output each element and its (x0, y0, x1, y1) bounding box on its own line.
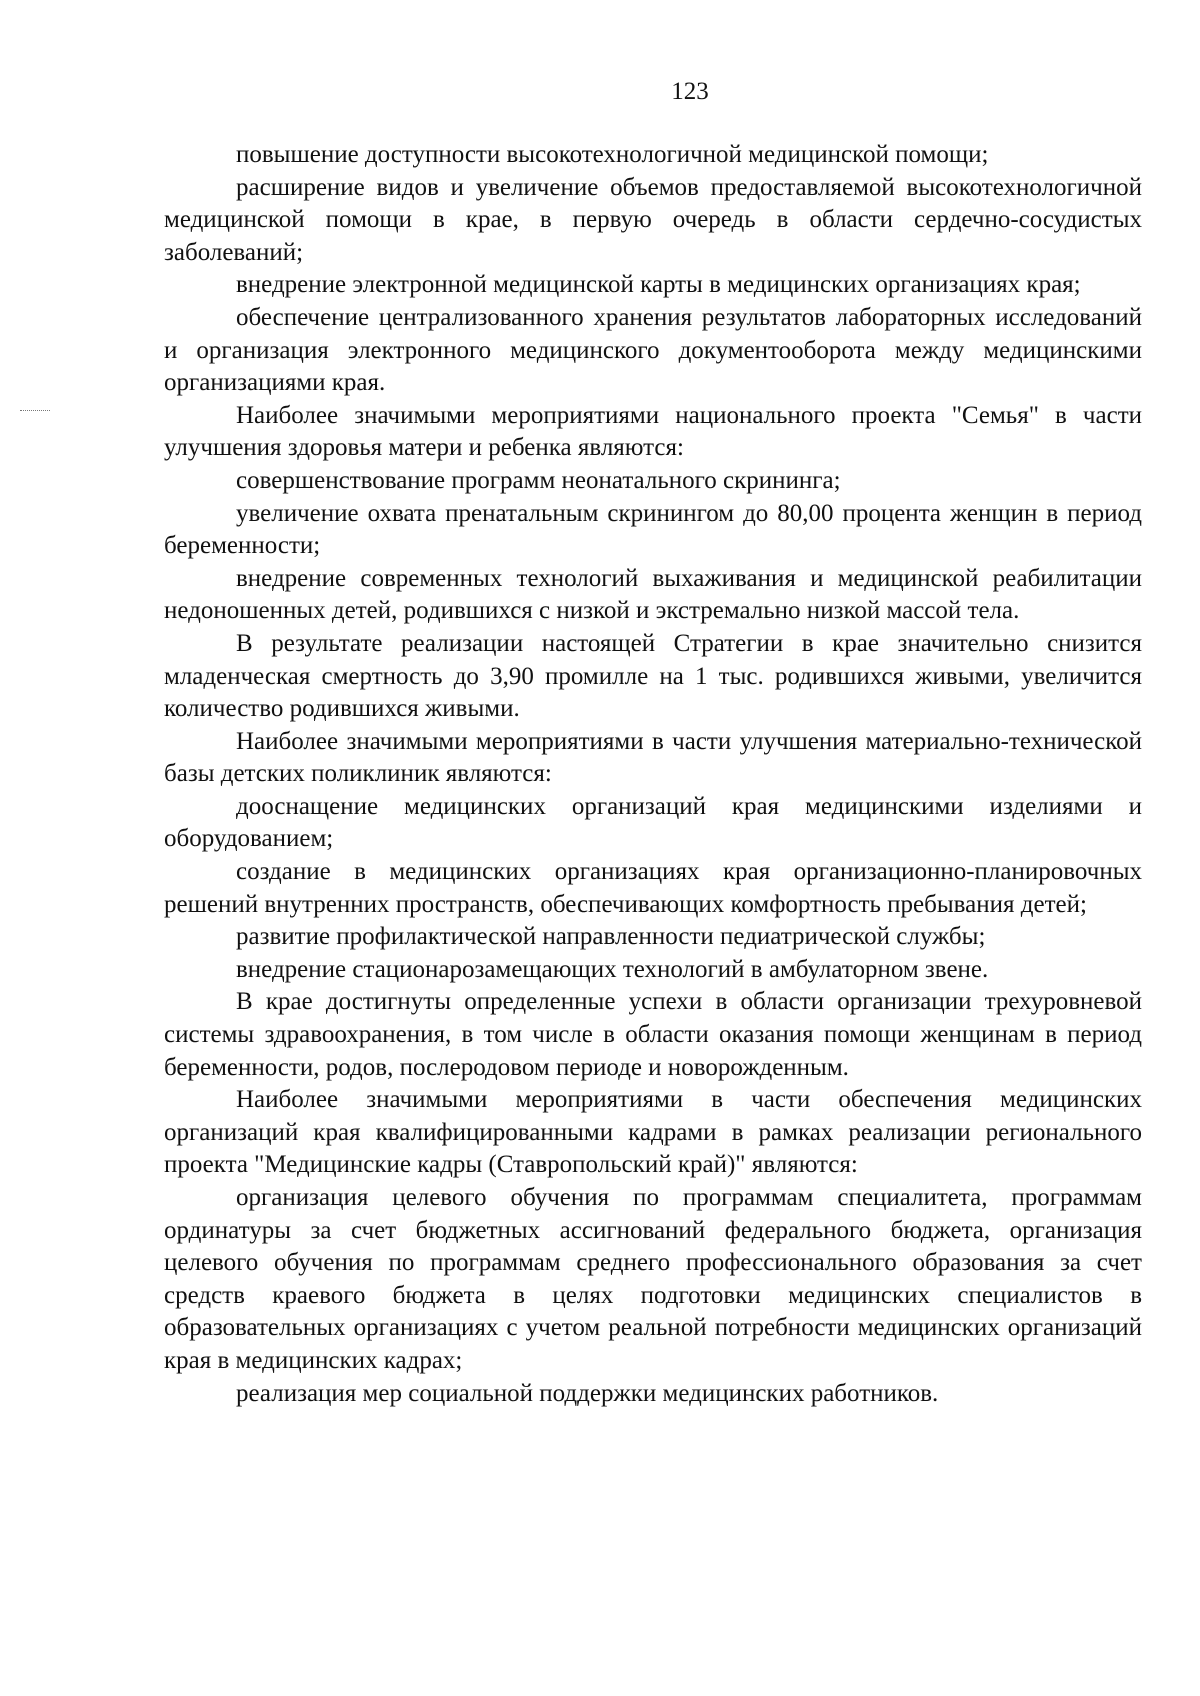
paragraph: дооснащение медицинских организаций края медицинскими изделиями и оборудованием; (164, 792, 1142, 853)
paragraph: повышение доступности высокотехнологичной медицинской помощи; (236, 141, 989, 168)
paragraph: организация целевого обучения по программам специалитета, программам ординатуры за счет бюджетных ассигнований федерального бюджета, организация целевого обучения по программам среднего профессионального образования за счет средств краевого бюджета в целях подготовки медицинских специалистов в образовательных организациях с учетом реальной потребности медицинских организаций края в медицинских кадрах; (164, 1184, 1142, 1374)
paragraph: развитие профилактической направленности педиатрической службы; (236, 923, 986, 951)
paragraph: Наиболее значимыми мероприятиями национального проекта "Семья" в части улучшения здоровья матери и ребенка являются: (164, 401, 1142, 462)
paragraph: обеспечение централизованного хранения результатов лабораторных исследований и организация электронного медицинского документооборота между медицинскими организациями края. (164, 303, 1142, 397)
paragraph: В крае достигнуты определенные успехи в области организации трехуровневой системы здравоохранения, в том числе в области оказания помощи женщинам в период беременности, родов, послеродовом периоде и новорожденным. (164, 988, 1142, 1081)
margin-mark (20, 410, 50, 413)
paragraph: расширение видов и увеличение объемов предоставляемой высокотехнологичной медицинской помощи в крае, в первую очередь в области сердечно-сосудистых заболеваний; (164, 173, 1142, 266)
paragraph: реализация мер социальной поддержки медицинских работников. (236, 1379, 939, 1407)
paragraph: совершенствование программ неонатального скрининга; (236, 466, 841, 494)
paragraph: В результате реализации настоящей Стратегии в крае значительно снизится младенческая смертность до 3,90 промилле на 1 тыс. родившихся живыми, увеличится количество родившихся живыми. (164, 629, 1142, 723)
paragraph: Наиболее значимыми мероприятиями в части улучшения материально-технической базы детских поликлиник являются: (164, 727, 1142, 788)
document-body (164, 139, 1142, 1410)
paragraph: Наиболее значимыми мероприятиями в части обеспечения медицинских организаций края квалифицированными кадрами в рамках реализации регионального проекта "Медицинские кадры (Ставропольский край)" являются: (164, 1086, 1142, 1179)
paragraph: увеличение охвата пренатальным скринингом до 80,00 процента женщин в период беременности; (164, 499, 1142, 560)
page-number: 123 (671, 78, 709, 105)
paragraph: создание в медицинских организациях края организационно-планировочных решений внутренних пространств, обеспечивающих комфортность пребывания детей; (164, 858, 1142, 918)
paragraph: внедрение стационарозамещающих технологий в амбулаторном звене. (236, 955, 989, 983)
paragraph: внедрение современных технологий выхаживания и медицинской реабилитации недоношенных детей, родившихся с низкой и экстремально низкой массой тела. (164, 564, 1142, 625)
paragraph: внедрение электронной медицинской карты в медицинских организациях края; (236, 271, 1081, 299)
